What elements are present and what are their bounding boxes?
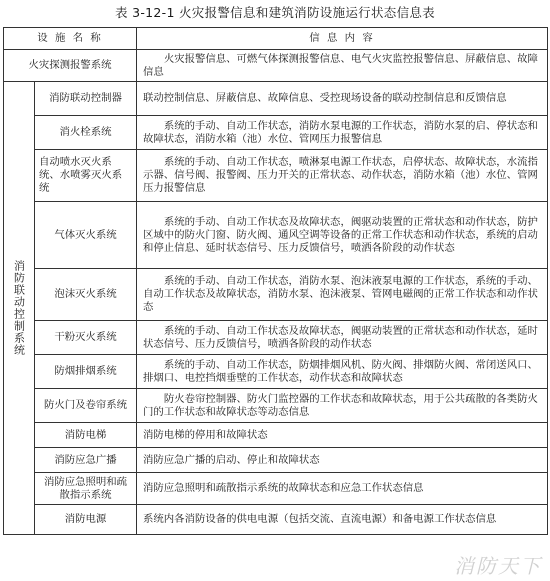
table-row bbox=[4, 202, 548, 269]
facility-name: 消防联动控制器 bbox=[35, 82, 137, 116]
facility-info: 消防应急广播的启动、停止和故障状态 bbox=[143, 453, 320, 466]
table-row bbox=[4, 82, 548, 116]
facility-name: 防火门及卷帘系统 bbox=[35, 389, 137, 423]
facility-info: 消防应急照明和疏散指示系统的故障状态和应急工作状态信息 bbox=[143, 482, 424, 494]
facility-name: 消防电源 bbox=[35, 505, 137, 535]
facility-info: 系统的手动、自动工作状态，消防水泵、泡沫液泵电源的工作状态，系统的手动、自动工作状态及故障状态，消防水泵、泡沫液泵、管网电磁阀的正常工作状态和动作状态 bbox=[143, 275, 538, 313]
table-title: 表 3-12-1 火灾报警信息和建筑消防设施运行状态信息表 bbox=[115, 5, 435, 20]
facility-name: 消防应急广播 bbox=[35, 448, 137, 473]
table-row bbox=[4, 116, 548, 150]
facility-info: 系统的手动、自动工作状态，消防水泵电源的工作状态，消防水泵的启、停状态和故障状态，消防水箱（池）水位、管网压力报警信息 bbox=[143, 119, 538, 145]
table-row bbox=[4, 150, 548, 202]
facility-info: 防火卷帘控制器、防火门监控器的工作状态和故障状态，用于公共疏散的各类防火门的工作状态和故障状态等动态信息 bbox=[143, 392, 538, 418]
facility-info: 系统的手动、自动工作状态，喷淋泵电源工作状态，启停状态、故障状态，水流指示器、信号阀、报警阀、压力开关的正常状态、动作状态，消防水箱（池）水位、管网压力报警信息 bbox=[143, 156, 538, 194]
table-row bbox=[4, 355, 548, 389]
table-row bbox=[4, 321, 548, 355]
facility-info: 联动控制信息、屏蔽信息、故障信息、受控现场设备的联动控制信息和反馈信息 bbox=[143, 92, 507, 104]
watermark: 消防天下 bbox=[454, 554, 542, 578]
facility-info: 系统的手动、自动工作状态，防烟排烟风机、防火阀、排烟防火阀、常闭送风口、排烟口、电控挡烟垂壁的工作状态，动作状态和故障状态 bbox=[143, 358, 538, 384]
table-row bbox=[4, 423, 548, 448]
table-row bbox=[4, 269, 548, 321]
facility-name: 消防应急照明和疏散指示系统 bbox=[35, 473, 137, 505]
facility-info: 系统的手动、自动工作状态及故障状态，阀驱动装置的正常状态和动作状态，延时状态信号、压力反馈信号，喷洒各阶段的动作状态 bbox=[143, 324, 538, 350]
facility-info: 火灾报警信息、可燃气体探测报警信息、电气火灾监控报警信息、屏蔽信息、故障信息 bbox=[143, 52, 538, 78]
table-row bbox=[4, 505, 548, 535]
facility-info: 系统的手动、自动工作状态及故障状态，阀驱动装置的正常状态和动作状态，防护区域中的防火门窗、防火阀、通风空调等设备的正常工作状态和动作状态，系统的启动和停止信息、延时状态信号、压力反馈信号，喷洒各阶段的动作状态 bbox=[143, 215, 538, 254]
facility-info: 消防电梯的停用和故障状态 bbox=[143, 428, 268, 441]
facility-name: 干粉灭火系统 bbox=[35, 321, 137, 355]
table-row bbox=[4, 448, 548, 473]
header-facility: 设 施 名 称 bbox=[4, 28, 137, 50]
group-label: 消防联动控制系统 bbox=[4, 82, 35, 535]
table-row bbox=[4, 389, 548, 423]
info-table bbox=[3, 27, 548, 535]
facility-name: 泡沫灭火系统 bbox=[35, 269, 137, 321]
header-info: 信 息 内 容 bbox=[137, 28, 548, 50]
facility-name: 气体灭火系统 bbox=[35, 202, 137, 269]
facility-name: 防烟排烟系统 bbox=[35, 355, 137, 389]
table-row bbox=[4, 50, 548, 82]
facility-name: 自动喷水灭火系统、水喷雾灭火系统 bbox=[35, 150, 137, 202]
facility-name: 消防电梯 bbox=[35, 423, 137, 448]
facility-info: 系统内各消防设备的供电电源（包括交流、直流电源）和备电源工作状态信息 bbox=[143, 513, 497, 525]
facility-name: 消火栓系统 bbox=[35, 116, 137, 150]
facility-name: 火灾探测报警系统 bbox=[4, 50, 137, 82]
table-header-row bbox=[4, 28, 548, 50]
table-row bbox=[4, 473, 548, 505]
